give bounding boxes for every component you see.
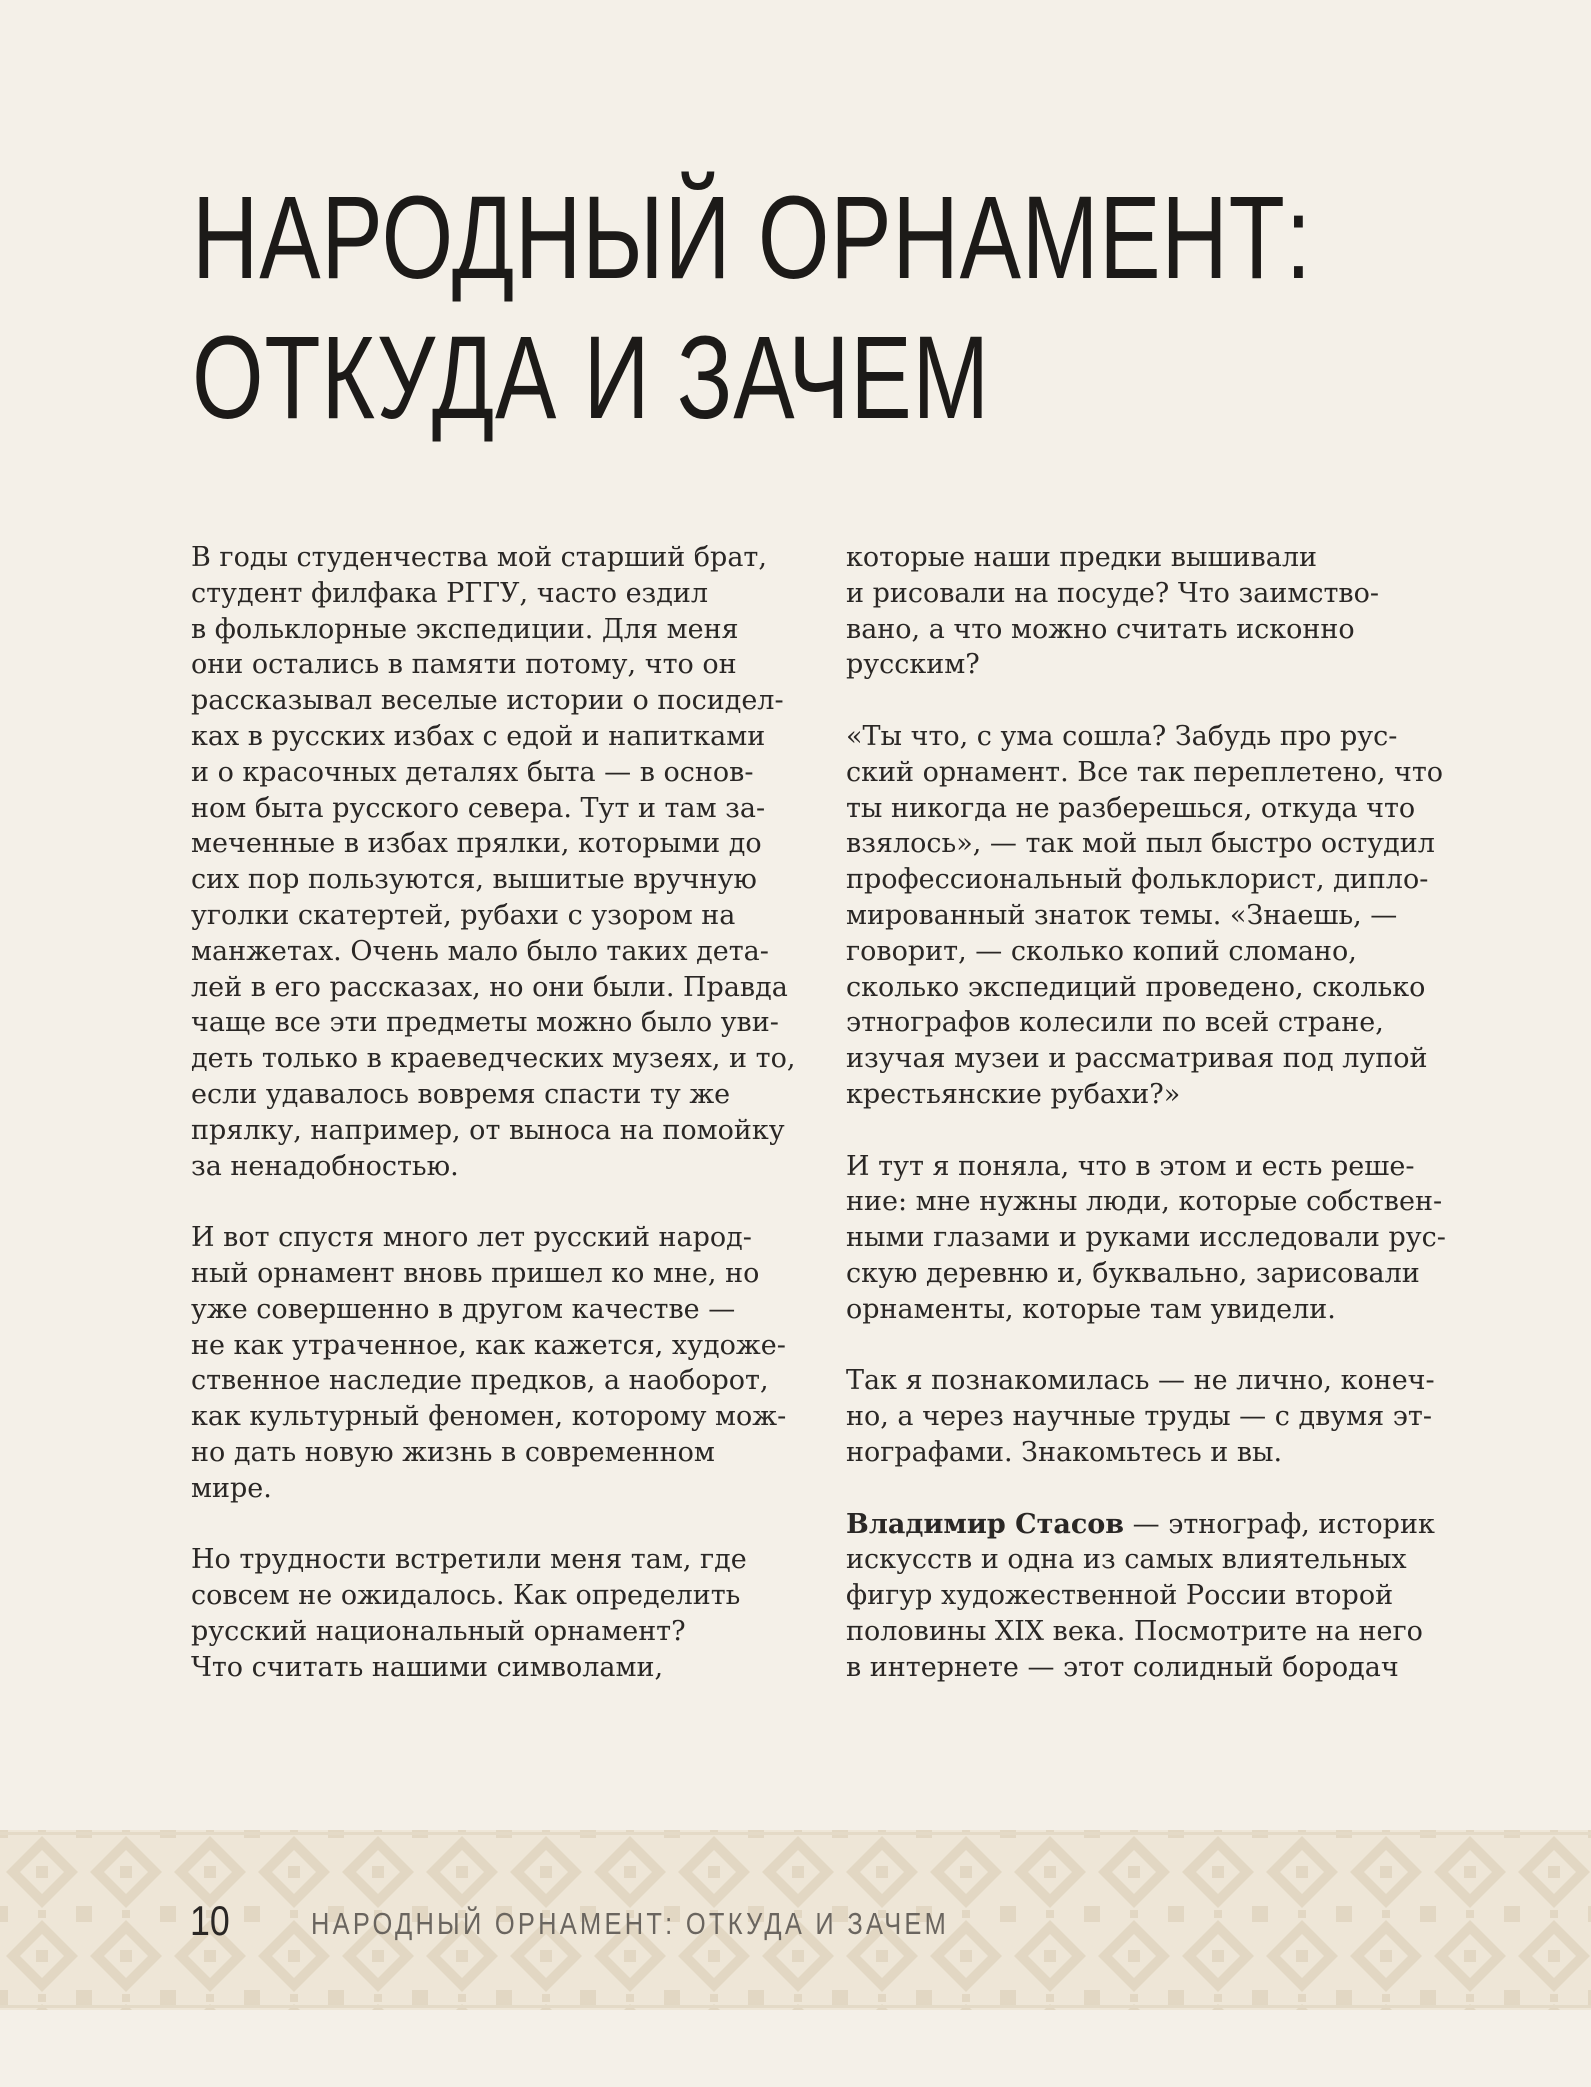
paragraph: В годы студенчества мой старший брат, студент филфака РГГУ, часто ездил в фольклорные экспедиции. Для меня они остались в памяти потому, что он рассказывал веселые истории о посидел- ках в русских избах с едой и напитками и о красочных деталях быта — в основ- ном быта русского севера. Тут и там за- меченные в избах прялки, которыми до сих пор пользуются, вышитые вручную уголки скатертей, рубахи с узором на манжетах. Очень мало было таких дета- лей в его рассказах, но они были. Правда чаще все эти предметы можно было уви- деть только в краеведческих музеях, и то, если удавалось вовремя спасти ту же прялку, например, от выноса на помойку за ненадобностью. — [191, 542, 796, 1182]
paragraph-text: — этнограф, историк искусств и одна из самых влиятельных фигур художественной России второй половины XIX века. Посмотрите на него в интернете — этот солидный бородач — [846, 1508, 1435, 1683]
paragraph-stasov — [846, 1507, 1486, 1686]
paragraph: И вот спустя много лет русский народ- ный орнамент вновь пришел ко мне, но уже совершенно в другом качестве — не как утраченное, как кажется, художе- ственное наследие предков, а наоборот, как культурный феномен, которому мож- но дать новую жизнь в современном мире. — [191, 1222, 787, 1504]
person-name: Владимир Стасов — [846, 1508, 1125, 1540]
chapter-title — [192, 168, 1313, 448]
paragraph: И тут я поняла, что в этом и есть реше- ние: мне нужны люди, которые собствен- ными глазами и руками исследовали рус- скую деревню и, буквально, зарисовали орнаменты, которые там увидели. — [846, 1150, 1446, 1325]
left-text-column — [191, 540, 831, 1686]
running-header: НАРОДНЫЙ ОРНАМЕНТ: ОТКУДА И ЗАЧЕМ — [311, 1906, 950, 1941]
paragraph: Но трудности встретили меня там, где совсем не ожидалось. Как определить русский национальный орнамент? Что считать нашими символами, — [191, 1544, 747, 1683]
chapter-title-line-2: ОТКУДА И ЗАЧЕМ — [192, 312, 990, 444]
paragraph: которые наши предки вышивали и рисовали на посуде? Что заимство- вано, а что можно считать исконно русским? — [846, 542, 1379, 681]
paragraph: «Ты что, с ума сошла? Забудь про рус- ский орнамент. Все так переплетено, что ты никогда не разберешься, откуда что взялось», — так мой пыл быстро остудил профессиональный фольклорист, дипло- мированный знаток темы. «Знаешь, — говорит, — сколько копий сломано, сколько экспедиций проведено, сколько этнографов колесили по всей стране, изучая музеи и рассматривая под лупой крестьянские рубахи?» — [846, 720, 1444, 1110]
paragraph: Так я познакомилась — не лично, конеч- но, а через научные труды — с двумя эт- нографами. Знакомьтесь и вы. — [846, 1365, 1435, 1468]
page-number: 10 — [190, 1897, 230, 1944]
chapter-title-line-1: НАРОДНЫЙ ОРНАМЕНТ: — [192, 172, 1313, 304]
right-text-column — [846, 540, 1486, 1686]
